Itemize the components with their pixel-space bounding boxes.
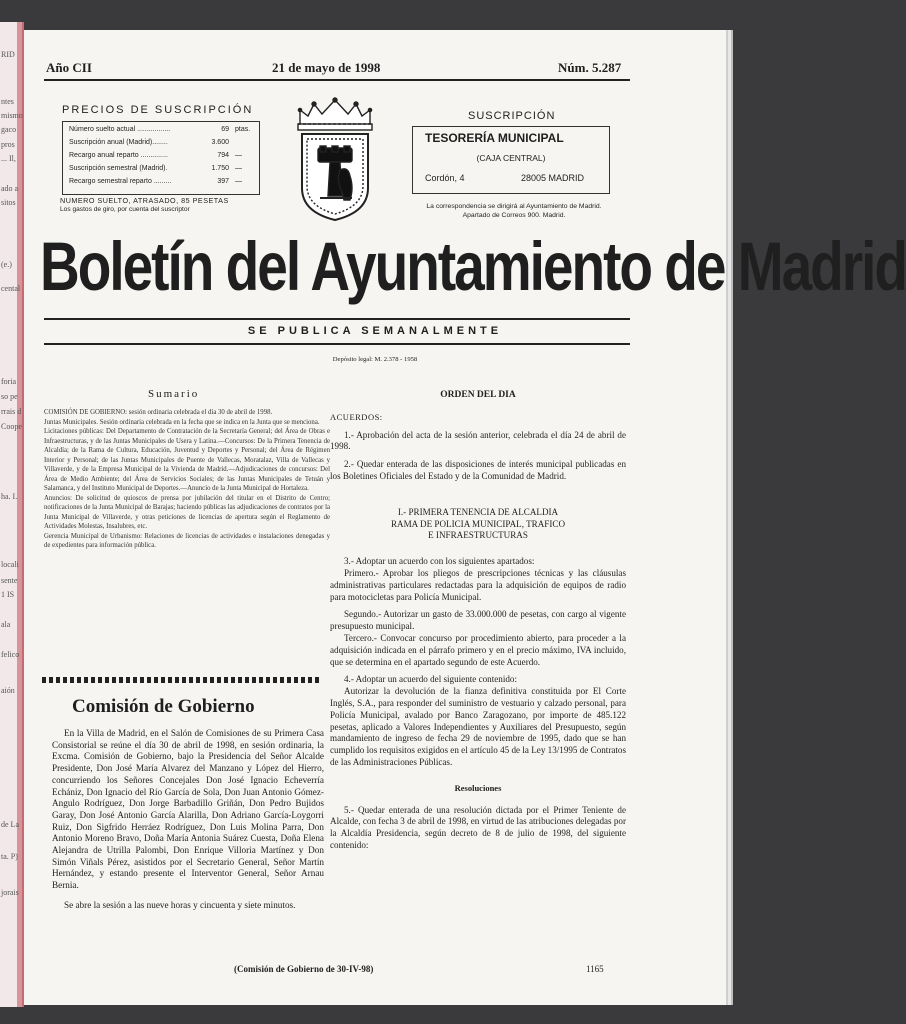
sumario-entry: Gerencia Municipal de Urbanismo: Relaciones de licencias de actividades e instalaciones denegadas y de expedientes para información pública. [44,532,330,549]
binder-fragment: cental [1,284,21,293]
deposito-legal: Depósito legal: M. 2.378 - 1958 [332,356,418,363]
decorative-divider [42,677,322,683]
binder-fragment: ... Il, [1,154,16,163]
footer-session: (Comisión de Gobierno de 30-IV-98) [234,964,374,974]
orden-title: ORDEN DEL DIA [440,390,516,400]
precios-unit: — [235,165,242,172]
masthead-subtitle: SE PUBLICA SEMANALMENTE [247,325,503,337]
comision-body [52,728,324,920]
binder-strip [0,22,24,1007]
precios-value: 1.750 [211,165,229,172]
section-heading: RAMA DE POLICIA MUNICIPAL, TRAFICO [390,518,566,529]
resoluciones-heading: Resoluciones [454,782,502,793]
binder-fragment: so pe [1,392,18,401]
precios-label: Número suelto actual ................. [69,126,171,133]
orden-paragraph: Primero.- Aprobar los pliegos de prescripciones técnicas y las cláusulas administrativas particulares redactadas para la adquisición de equipos de radio para motocicletas para Policía Municipal. [330,567,626,602]
page-number: 1165 [586,964,604,974]
masthead-rule-bottom [44,343,630,345]
sumario-entry: Licitaciones públicas: Del Departamento de Contratación de la Secretaría General; del Área de Obras e Infraestructuras, y de las Juntas Municipales de Usera y Latina.—Concursos: De la Primera Tenencia de Alcaldía; de la Rama de Cultura, Educación, Juventud y Deportes y Personal; del Área de Régimen Interior y Personal; de las Juntas Municipales de Puente de Vallecas, Moratalaz, Villa de Vallecas y Villaverde, y de la Empresa Municipal de la Vivienda de Madrid.—Adjudicaciones de concursos: Del Área de Medio Ambiente; del Área de Servicios Sociales; de las Juntas Municipales de Tetuán y Salamanca, y del Instituto Municipal de Deportes.—Anuncio de la Junta Municipal de Hortaleza. [44,428,330,492]
orden-item: 1.- Aprobación del acta de la sesión anterior, celebrada el día 24 de abril de 1998. [330,429,626,452]
sumario-entry: Anuncios: De solicitud de quioscos de prensa por jubilación del titular en el Distrito de Centro; notificaciones de la Junta Municipal de Barajas; haciendo públicas las adjudicaciones de contratos por la Junta Municipal de Villaverde, y otras peticiones de licencias de apertura según el Reglamento de Actividades Molestas, Insalubres, etc. [44,494,330,530]
precios-value: 397 [217,178,229,185]
orden-item: 4.- Adoptar un acuerdo del siguiente contenido: [344,674,517,685]
masthead-rule-top [44,318,630,320]
binder-fragment: Coope [1,422,22,431]
orden-paragraph: Autorizar la devolución de la fianza definitiva constituida por El Corte Inglés, S.A., para responder del suministro de vestuario y calzado personal, para Policía Municipal, avalado por Banco Zaragozano, por importe de 485.122 pesetas, aplicado a Valores Independientes y Auxiliares del Presupuesto, según mandamiento de ingreso de fecha 29 de noviembre de 1995, dado que se han cumplido los requisitos exigidos en el artículo 45 de la Ley 13/1995 de Contratos de las Administraciones Públicas. [330,686,626,767]
binder-fragment: ntes [1,97,14,106]
header-year: Año CII [46,60,92,75]
binder-fragment: 1 IS [1,590,15,599]
precios-label: Suscripción anual (Madrid)........ [69,139,168,146]
comision-paragraph: En la Villa de Madrid, en el Salón de Comisiones de su Primera Casa Consistorial se reúne el día 30 de abril de 1998, en sesión ordinaria, la Excma. Comisión de Gobierno, bajo la Presidencia del Señor Alcalde Presidente, Don José María Alvarez del Manzano y López del Hierro, concurriendo los Señores Concejales Don José Ignacio Echeverría Echániz, Don Ignacio del Río García de Sola, Don Juan Antonio Gómez-Angulo Rodríguez, Don Jorge Barbadillo Griñán, Don Pedro Bujidos Garay, Don José Antonio García Alarilla, Don Adriano García-Loygorri Ruiz, Don Sigfrido Herráez Rodríguez, Don Luis Molina Parra, Don Antonio Moreno Bravo, Doña María Antonia Suárez Cuesta, Doña Elena Alejandra de Utrilla Palombi, Don Enrique Villoria Martínez y Don Simón Viñals Pérez, asistidos por el Secretario General, Señor Martín Hernández, y estando presente el Interventor General, Señor Arnau Bernia. [52,728,324,891]
orden-del-dia [330,390,626,852]
section-heading: E INFRAESTRUCTURAS [428,530,528,541]
suscripcion-postal: 28005 MADRID [521,173,585,183]
orden-item: 5.- Quedar enterada de una resolución dictada por el Primer Teniente de Alcalde, con fecha 3 de abril de 1998, en virtud de las atribuciones delegadas por la Alcaldía Presidencia, según decreto de 8 de julio de 1998, del siguiente contenido: [330,804,626,850]
precios-value: 3.600 [211,139,229,146]
binder-fragment: ala [1,620,11,629]
suscripcion-box [412,126,610,194]
binder-fragment: locali [1,560,19,569]
precios-unit: — [235,178,242,185]
binder-fragment: aión [1,686,15,695]
sumario-list [44,408,330,551]
suscripcion-address: Cordón, 4 [425,173,465,183]
orden-item: 3.- Adoptar un acuerdo con los siguientes apartados: [344,556,535,567]
precios-label: Suscripción semestral (Madrid). [69,165,168,172]
binder-fragment: ta. P) [1,852,18,861]
masthead-title: Boletín del Ayuntamiento de Madrid [40,227,906,305]
gastos-note: Los gastos de giro, por cuenta del suscriptor [60,206,190,213]
binder-fragment: gaco [1,125,17,134]
suscripcion-office: TESORERÍA MUNICIPAL [425,131,564,145]
binder-fragment: felico [1,650,20,659]
binder-fragment: foria [1,377,17,386]
header-rule [44,79,630,81]
binder-fragment: rrais d [1,407,22,416]
suscripcion-sub: (CAJA CENTRAL) [476,153,546,163]
precios-unit: — [235,152,242,159]
binder-fragment: pros [1,140,15,149]
precios-value: 794 [217,152,229,159]
header-date: 21 de mayo de 1998 [272,60,381,75]
sumario-title: Sumario [148,388,200,400]
binder-fragment: jorais [1,888,19,897]
header-number: Núm. 5.287 [558,60,622,75]
acuerdos-label: ACUERDOS: [330,411,383,422]
precios-unit: ptas. [235,126,251,133]
numero-suelto-note: NUMERO SUELTO, ATRASADO, 85 PESETAS [60,196,229,205]
bulletin-page [24,30,906,1005]
binder-fragment: mismo [1,111,23,120]
binder-fragment: ha. I. [1,492,18,501]
section-heading: I.- PRIMERA TENENCIA DE ALCALDIA [397,506,559,517]
correspondence-note: La correspondencia se dirigirá al Ayuntamiento de Madrid. Apartado de Correos 900. Madrid. [426,203,602,219]
binder-fragment: sitos [1,198,16,207]
orden-paragraph: Segundo.- Autorizar un gasto de 33.000.000 de pesetas, con cargo al vigente presupuesto municipal. [330,609,626,632]
madrid-coat-of-arms-icon [290,96,380,224]
precios-value: 69 [221,126,229,133]
suscripcion-title: SUSCRIPCIÓN [468,110,556,122]
orden-item: 2.- Quedar enterada de las disposiciones de interés municipal publicadas en los Boletines Oficiales del Estado y de la Comunidad de Madrid. [330,459,626,481]
sumario-entry: COMISIÓN DE GOBIERNO: sesión ordinaria celebrada el día 30 de abril de 1998. [44,409,273,416]
binder-fragment: RID [1,50,15,59]
sumario-entry: Juntas Municipales. Sesión ordinaria celebrada en la fecha que se indica en la Junta que se menciona. [44,418,320,426]
binder-fragment: ado a [1,184,19,193]
orden-paragraph: Tercero.- Convocar concurso por procedimiento abierto, para proceder a la adquisición indicada en el párrafo primero y en el precio máximo, IVA incluido, que se determina en el apartado segundo de este Acuerdo. [330,632,626,667]
precios-box [62,121,260,195]
binder-fragment: sente [1,576,18,585]
precios-label: Recargo semestral reparto ......... [69,178,172,185]
precios-label: Recargo anual reparto .............. [69,152,168,159]
binder-fragment: de La [1,820,19,829]
binder-fragment: (e.) [1,260,12,269]
precios-title: PRECIOS DE SUSCRIPCIÓN [62,104,254,116]
comision-paragraph: Se abre la sesión a las nueve horas y cincuenta y siete minutos. [64,899,296,910]
comision-title: Comisión de Gobierno [72,696,255,717]
